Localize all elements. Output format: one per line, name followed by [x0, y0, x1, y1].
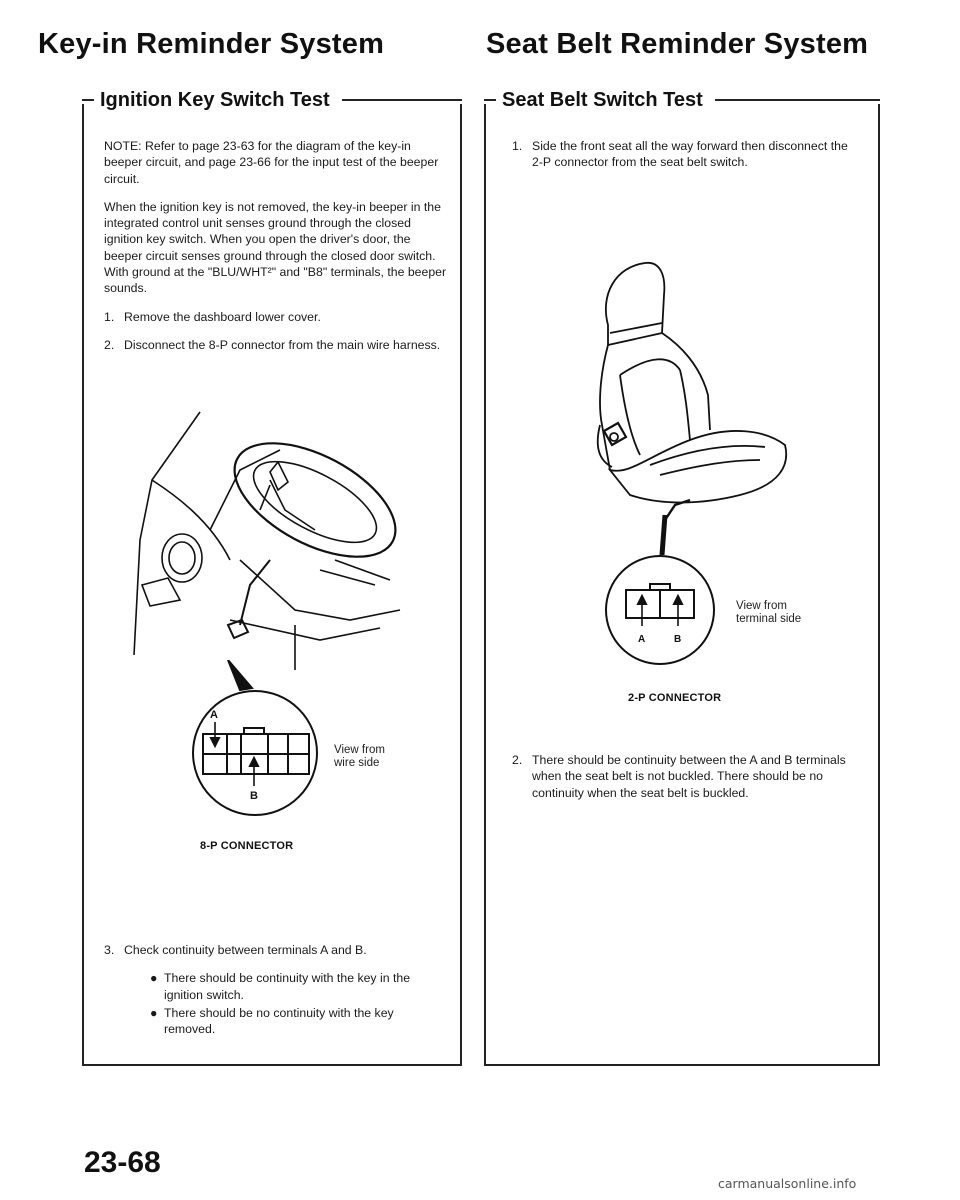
terminal-b-label: B	[674, 634, 682, 645]
step-number: 1.	[512, 139, 523, 153]
subheading-label: Seat Belt Switch Test	[502, 88, 703, 111]
step-text: Disconnect the 8-P connector from the main wire harness.	[124, 337, 441, 352]
bullet-item	[150, 970, 448, 1003]
step-2	[512, 752, 866, 801]
terminal-a-label: A	[638, 634, 646, 645]
terminal-a-label: A	[210, 709, 218, 721]
step-text: Check continuity between terminals A and B.	[124, 943, 367, 957]
2p-view-label: View from terminal side	[736, 600, 802, 625]
bullet-dot-icon: ●	[150, 1005, 158, 1020]
page-number: 23-68	[84, 1146, 161, 1179]
seat-belt-switch-test-heading	[484, 86, 880, 114]
note-paragraph: NOTE: Refer to page 23-63 for the diagram of the key-in beeper circuit, and page 23-66 for the input test of the beeper circuit.	[104, 139, 439, 186]
2p-connector-diagram	[600, 550, 720, 670]
key-in-reminder-title: Key-in Reminder System	[38, 28, 385, 60]
bullet-text: There should be continuity with the key in the ignition switch.	[164, 971, 411, 1002]
step-number: 2.	[512, 753, 523, 767]
ignition-key-switch-test-heading	[82, 86, 462, 114]
left-step-3-text	[104, 942, 448, 1039]
steering-column-illustration	[120, 410, 420, 670]
8p-connector-caption: 8-P CONNECTOR	[200, 840, 294, 852]
step-text: Remove the dashboard lower cover.	[124, 309, 321, 324]
seat-illustration	[590, 255, 790, 555]
step-text: There should be continuity between the A and B terminals when the seat belt is not buckled. There should be no continuity when the seat belt is buckled.	[532, 753, 846, 800]
intro-paragraph: When the ignition key is not removed, the key-in beeper in the integrated control unit senses ground through the closed ignition key switch. When you open the driver's door, the beeper circuit senses ground through the closed door switch. With ground at the "BLU/WHT²" and "B8" terminals, the beeper sounds.	[104, 199, 447, 296]
right-step-2-text	[512, 752, 866, 813]
8p-connector-diagram	[160, 660, 350, 820]
bullet-dot-icon: ●	[150, 971, 158, 986]
step-1	[104, 309, 448, 325]
step-1	[512, 138, 862, 171]
subheading-label: Ignition Key Switch Test	[100, 88, 330, 111]
8p-view-label: View from wire side	[334, 744, 385, 769]
step-3	[104, 942, 448, 958]
step-number: 2.	[104, 337, 115, 352]
bullet-item	[150, 1005, 448, 1038]
continuity-bullets	[104, 970, 448, 1037]
left-intro-text	[104, 138, 448, 365]
step-number: 3.	[104, 943, 115, 957]
step-2	[104, 337, 448, 353]
right-step-1-text	[512, 138, 862, 183]
step-text: Side the front seat all the way forward then disconnect the 2-P connector from the seat belt switch.	[532, 139, 848, 170]
seat-belt-reminder-title: Seat Belt Reminder System	[486, 28, 869, 60]
bullet-text: There should be no continuity with the key removed.	[164, 1005, 394, 1037]
watermark: carmanualsonline.info	[718, 1176, 857, 1191]
step-number: 1.	[104, 309, 115, 324]
terminal-b-label: B	[250, 790, 258, 802]
2p-connector-caption: 2-P CONNECTOR	[628, 692, 722, 704]
